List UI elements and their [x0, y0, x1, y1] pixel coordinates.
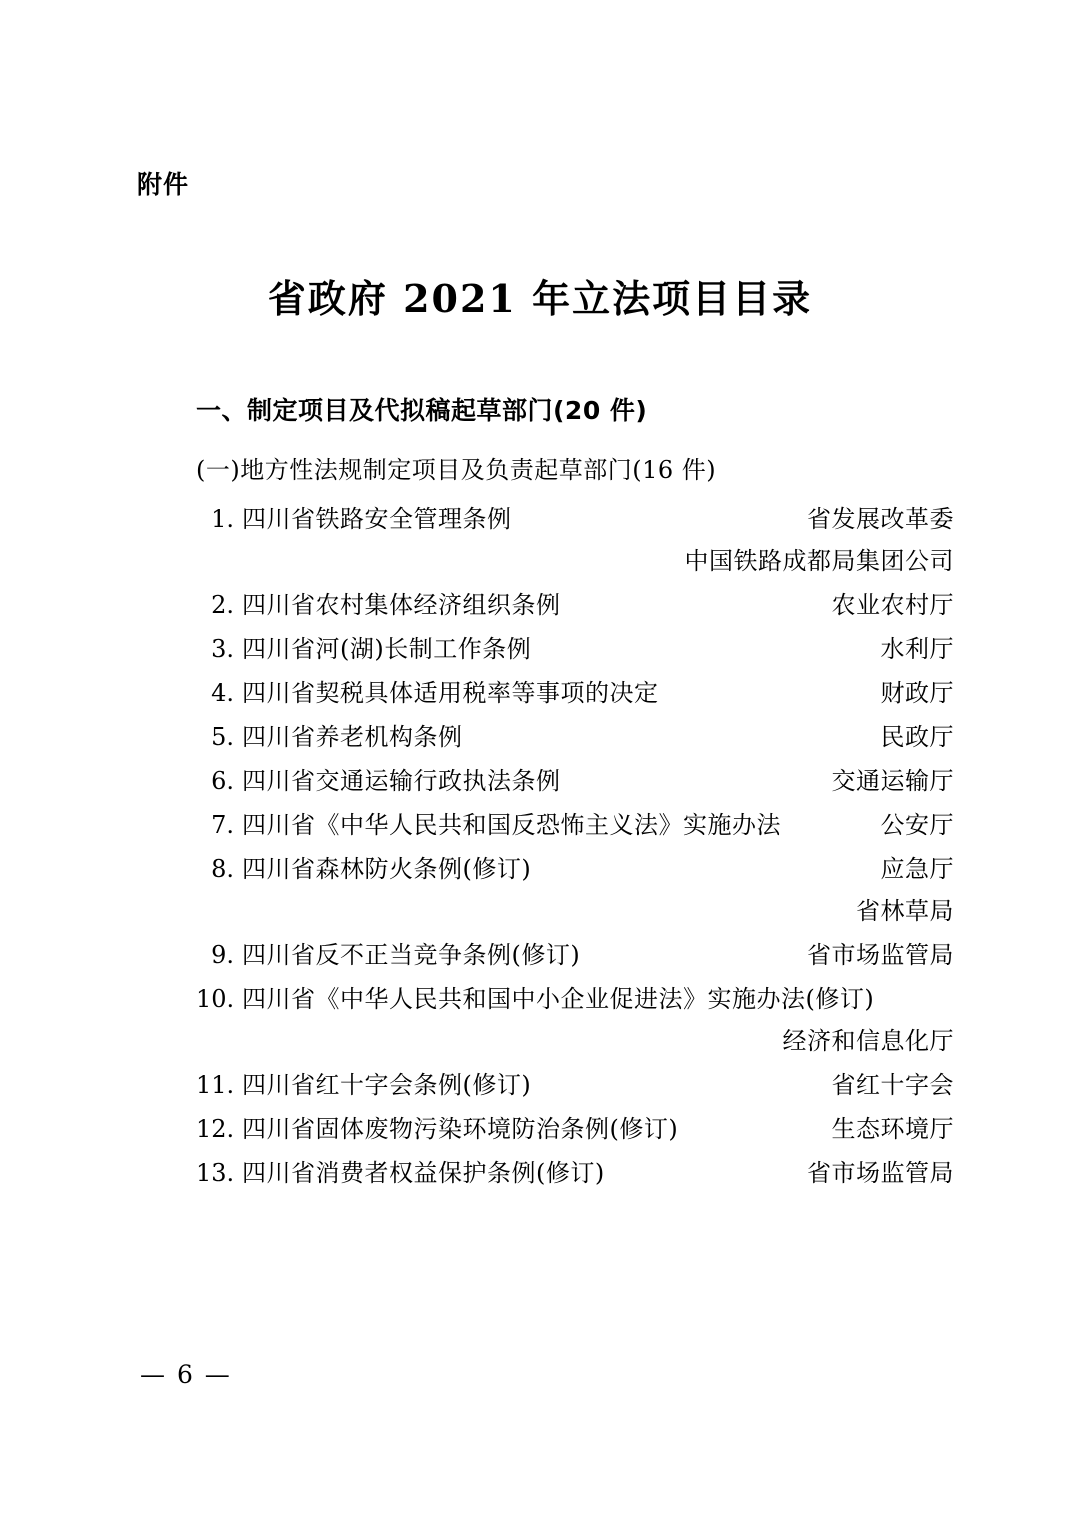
item-number: 5.	[211, 723, 234, 751]
item-department: 省市场监管局	[807, 941, 954, 969]
item-title: 四川省契税具体适用税率等事项的决定	[242, 679, 659, 707]
list-item	[196, 503, 954, 577]
list-item	[196, 939, 954, 971]
item-title: 四川省农村集体经济组织条例	[242, 591, 561, 619]
list-item	[196, 589, 954, 621]
item-department: 公安厅	[880, 811, 954, 839]
page-title: 省政府 2021 年立法项目目录	[267, 276, 813, 321]
item-number: 6.	[211, 767, 234, 795]
item-number: 9.	[211, 941, 234, 969]
item-title: 四川省反不正当竞争条例(修订)	[242, 941, 581, 969]
item-department: 应急厅	[880, 855, 954, 883]
list-item	[196, 765, 954, 797]
page-number: — 6 —	[140, 1360, 232, 1389]
list-item	[196, 721, 954, 753]
item-number: 11.	[196, 1071, 235, 1099]
list-item	[196, 809, 954, 841]
item-title: 四川省河(湖)长制工作条例	[242, 635, 532, 663]
list-item	[196, 1157, 954, 1189]
item-title: 四川省养老机构条例	[242, 723, 463, 751]
item-department-secondary: 中国铁路成都局集团公司	[684, 547, 954, 575]
item-title: 四川省森林防火条例(修订)	[242, 855, 532, 883]
item-department: 省发展改革委	[807, 505, 954, 533]
item-department: 交通运输厅	[831, 767, 954, 795]
item-title: 四川省铁路安全管理条例	[242, 505, 512, 533]
item-department: 省红十字会	[831, 1071, 954, 1099]
item-department: 水利厅	[880, 635, 954, 663]
item-department: 财政厅	[880, 679, 954, 707]
item-title: 四川省《中华人民共和国中小企业促进法》实施办法(修订)	[242, 985, 875, 1013]
item-title: 四川省固体废物污染环境防治条例(修订)	[242, 1115, 679, 1143]
item-number: 2.	[211, 591, 234, 619]
item-number: 13.	[196, 1159, 235, 1187]
section-heading: 一、制定项目及代拟稿起草部门(20 件)	[196, 396, 648, 425]
item-number: 1.	[211, 505, 234, 533]
item-department: 省市场监管局	[807, 1159, 954, 1187]
item-number: 12.	[196, 1115, 235, 1143]
subsection-heading: (一)地方性法规制定项目及负责起草部门(16 件)	[196, 456, 717, 484]
item-number: 10.	[196, 985, 235, 1013]
attachment-label: 附件	[137, 170, 190, 199]
item-department: 生态环境厅	[831, 1115, 954, 1143]
item-department: 民政厅	[880, 723, 954, 751]
item-number: 3.	[211, 635, 234, 663]
item-title: 四川省红十字会条例(修订)	[242, 1071, 532, 1099]
item-number: 4.	[211, 679, 234, 707]
item-number: 7.	[211, 811, 234, 839]
item-department: 农业农村厅	[831, 591, 954, 619]
item-department-secondary: 经济和信息化厅	[782, 1027, 954, 1055]
list-item	[196, 1113, 954, 1145]
item-title: 四川省交通运输行政执法条例	[242, 767, 561, 795]
legislation-item-list	[196, 503, 954, 1201]
list-item	[196, 677, 954, 709]
item-number: 8.	[211, 855, 234, 883]
list-item	[196, 853, 954, 927]
list-item	[196, 983, 954, 1057]
list-item	[196, 1069, 954, 1101]
item-department-secondary: 省林草局	[856, 897, 954, 925]
item-title: 四川省消费者权益保护条例(修订)	[242, 1159, 605, 1187]
item-title: 四川省《中华人民共和国反恐怖主义法》实施办法	[242, 811, 781, 839]
list-item	[196, 633, 954, 665]
